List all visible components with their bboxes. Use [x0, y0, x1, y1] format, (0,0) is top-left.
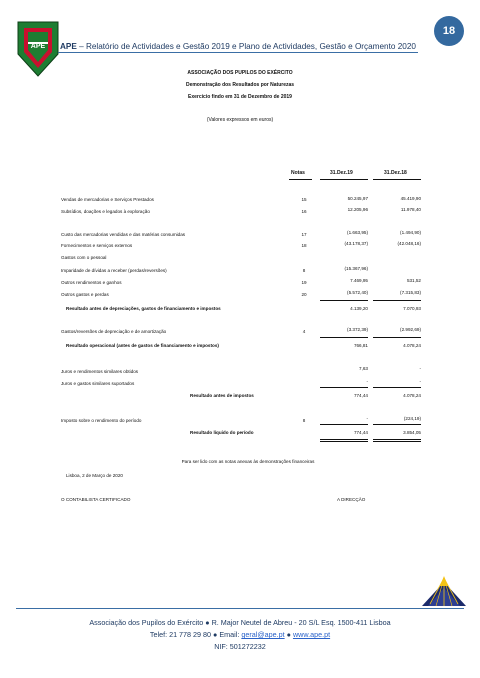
row-value-2019: 7,63 [359, 366, 368, 371]
statement-period: Exercício findo em 31 de Dezembro de 2019 [188, 94, 292, 100]
header-title: APE – Relatório de Actividades e Gestão 2019 e Plano de Actividades, Gestão e Orçamento 2020 [60, 42, 416, 51]
row-value-2019: - [366, 379, 368, 384]
row-value-2019: 774,44 [353, 430, 368, 435]
row-label: Gastos com o pessoal [61, 255, 107, 260]
row-label: Imparidade de dívidas a receber (perdas/reversões) [61, 268, 167, 273]
total-rule-2019 [320, 439, 368, 440]
footer-contacts [0, 630, 480, 639]
header-rule-2019 [320, 179, 368, 180]
row-label: Juros e gastos similares suportados [61, 381, 135, 386]
total-rule-2018 [373, 439, 421, 440]
header-rule-2018 [373, 179, 421, 180]
row-value-2019: 774,44 [353, 393, 368, 398]
subtotal-rule-2018 [373, 300, 421, 301]
row-value-2019: 12.205,96 [347, 207, 368, 212]
footer-nif: NIF: 501272232 [214, 642, 266, 651]
row-label: Gastos/reversões de depreciação e de amortização [61, 329, 167, 334]
row-value-2019: (1.663,95) [347, 230, 368, 235]
header-divider [58, 52, 418, 53]
total-rule-2018-second [373, 441, 421, 442]
row-value-2018: (2.992,69) [400, 327, 421, 332]
subtotal-rule-2018 [373, 424, 421, 425]
corner-emblem-icon [420, 574, 468, 608]
subtotal-rule-2019 [320, 387, 368, 388]
row-label: Outros rendimentos e ganhos [61, 280, 122, 285]
row-notes: 8 [302, 268, 306, 273]
subtotal-rule-2018 [373, 387, 421, 388]
row-notes: 17 [301, 232, 307, 237]
footer-separator: ● [284, 630, 293, 639]
subtotal-rule-2018 [373, 337, 421, 338]
row-label: Custo das mercadorias vendidas e das matérias consumidas [61, 232, 186, 237]
org-name: ASSOCIAÇÃO DOS PUPILOS DO EXÉRCITO [187, 70, 293, 76]
subtotal-rule-2019 [320, 424, 368, 425]
footer-tel: Telef: 21 778 29 80 ● Email: [149, 630, 242, 639]
row-value-2018: (1.494,90) [400, 230, 421, 235]
row-label: Subsídios, doações e legados à exploração [61, 209, 150, 214]
row-value-2019: (43.178,37) [344, 241, 368, 246]
row-label: Fornecimentos e serviços externos [61, 243, 133, 248]
header-2019: 31.Dez.19 [330, 170, 353, 176]
row-notes: 15 [301, 197, 307, 202]
row-value-2018: - [419, 366, 421, 371]
row-value-2019: (3.372,39) [347, 327, 368, 332]
footer-address: Associação dos Pupilos do Exército ● R. Major Neutel de Abreu - 20 S/L Esq. 1500-411 Lisboa [89, 618, 391, 627]
row-value-2019: 7.469,95 [350, 278, 368, 283]
row-value-2019: (5.572,40) [347, 290, 368, 295]
row-value-2018: 11.978,40 [400, 207, 421, 212]
row-value-2018: 4.078,24 [403, 393, 421, 398]
row-notes: 19 [301, 280, 307, 285]
row-label-ebitda: Resultado antes de depreciações, gastos de financiamento e impostos [66, 306, 221, 311]
row-value-2018: (224,19) [403, 416, 421, 421]
row-value-2018: 4.078,24 [403, 343, 421, 348]
row-value-2018: (42.048,16) [397, 241, 421, 246]
row-label-net-result: Resultado líquido do período [190, 430, 254, 435]
row-value-2018: 45.419,90 [400, 196, 421, 201]
row-label: Imposto sobre o rendimento do período [61, 418, 142, 423]
footer-divider [16, 608, 464, 609]
svg-text:APE: APE [30, 43, 46, 50]
row-label-pretax-result: Resultado antes de impostos [190, 393, 254, 398]
subtotal-rule-2019 [320, 300, 368, 301]
row-value-2019: - [366, 416, 368, 421]
currency-note: (Valores expressos em euros) [206, 117, 274, 123]
page-number-badge: 18 [434, 16, 464, 46]
row-notes: 20 [301, 292, 307, 297]
signature-board: A DIRECÇÃO [337, 497, 366, 502]
row-label: Outros gastos e perdas [61, 292, 109, 297]
footer-email-link[interactable]: geral@ape.pt [241, 630, 285, 639]
row-notes: 18 [301, 243, 307, 248]
statement-title: Demonstração dos Resultados por Naturezas [185, 82, 295, 88]
row-value-2019: 4.139,20 [350, 306, 368, 311]
row-value-2018: - [419, 379, 421, 384]
row-label-operating-result: Resultado operacional (antes de gastos de financiamento e impostos) [66, 343, 219, 348]
row-notes: 16 [301, 209, 307, 214]
footnote: Para ser lido com as notas anexas às demonstrações financeiras [181, 459, 315, 464]
header-notes: Notas [291, 170, 305, 176]
row-notes: 4 [302, 329, 306, 334]
header-rule-notes [289, 179, 312, 180]
subtotal-rule-2019 [320, 337, 368, 338]
row-value-2018: 531,52 [406, 278, 421, 283]
signature-accountant: O CONTABILISTA CERTIFICADO [61, 497, 131, 502]
footer-website-link[interactable]: www.ape.pt [292, 630, 331, 639]
header-2018: 31.Dez.18 [384, 170, 407, 176]
row-label: Juros e rendimentos similares obtidos [61, 369, 139, 374]
row-value-2018: (7.315,83) [400, 290, 421, 295]
total-rule-2019-second [320, 441, 368, 442]
row-label: Vendas de mercadorias e Serviços Prestados [61, 197, 154, 202]
row-value-2019: 766,81 [353, 343, 368, 348]
row-value-2019: 50.245,97 [347, 196, 368, 201]
place-date: Lisboa, 2 de Março de 2020 [66, 473, 123, 478]
row-value-2018: 3.854,05 [403, 430, 421, 435]
row-notes: 8 [302, 418, 306, 423]
row-value-2018: 7.070,93 [403, 306, 421, 311]
row-value-2019: (15.367,96) [344, 266, 368, 271]
